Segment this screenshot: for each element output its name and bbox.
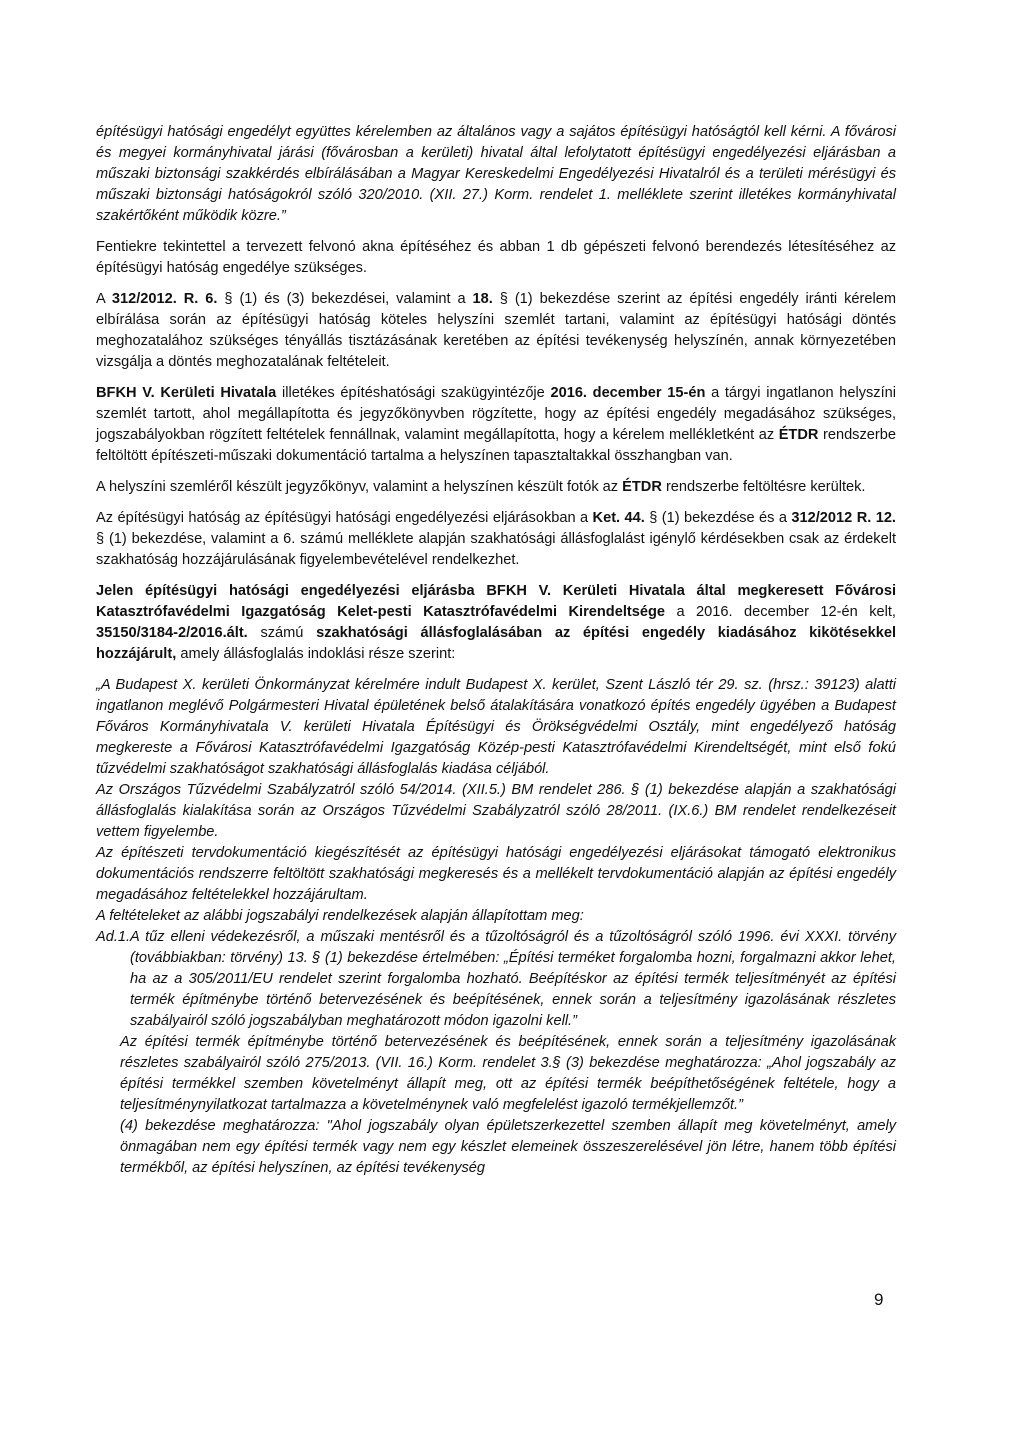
text-fragment: § (1) bekezdése szerint az építési engedély iránti kérelem elbírálása során az építésügyi hatóság köteles helyszíni szemlét tartani, valamint az építésügyi hatósági döntés meghozatalához szükséges tényállás tisztázásának keretében az építési tevékenység helyszínén, annak környezetében vizsgálja a döntés meghozatalának feltételeit. <box>96 291 896 370</box>
bold-system: ÉTDR <box>778 427 819 443</box>
text-fragment: számú <box>247 625 317 641</box>
paragraph-fire-authority-consent <box>96 581 896 665</box>
text-fragment: § (1) bekezdése, valamint a 6. számú melléklete alapján szakhatósági állásfoglalást igénylő kérdésekben csak az érdekelt szakhatóság hozzájárulásának figyelembevételével rendelkezhet. <box>96 531 896 568</box>
text-fragment: § (1) és (3) bekezdései, valamint a <box>224 291 473 307</box>
bold-consent: szakhatósági állásfoglalásában az építési engedély kiadásához kikötésekkel hozzájárult, <box>96 625 896 662</box>
paragraph-continuation: építésügyi hatósági engedélyt együttes kérelemben az általános vagy a sajátos építésügyi hatóságtól kell kérni. A fővárosi és megyei kormányhivatal járási (fővárosban a kerületi) hivatal által lefolytatott építésügyi engedélyezési eljárásban a műszaki biztonsági szakkérdés elbírálásában a Magyar Kereskedelmi Engedélyezési Hivatalról és a területi mérésügyi és műszaki biztonsági hatóságokról szóló 320/2010. (XII. 27.) Korm. rendelet 1. melléklete szerint illetékes kormányhivatal szakértőként működik közre.” <box>96 124 896 224</box>
bold-reference: 312/2012 R. 12. <box>791 510 896 526</box>
quote-paragraph: Az építészeti tervdokumentáció kiegészítését az építésügyi hatósági engedélyezési eljárásokat támogató elektronikus dokumentációs rendszerre feltöltött szakhatósági megkeresés és a mellékelt tervdokumentáció alapján az építési engedély megadásához feltételekkel hozzájárultam. <box>96 845 896 903</box>
quote-indented-paragraph: Az építési termék építménybe történő betervezésének és beépítésének, ennek során a teljesítmény igazolásának részletes szabályairól szóló 275/2013. (VII. 16.) Korm. rendelet 3.§ (3) bekezdése meghatározza: „Ahol jogszabály az építési termékkel szemben követelményt állapít meg, ott az építési termék beépíthetőségének feltétele, hogy a teljesítménynyilatkozat tartalmazza a követelménynek való megfelelést igazoló termékjellemzőt.” <box>120 1034 896 1113</box>
paragraph-permit-requirement: Fentiekre tekintettel a tervezett felvonó akna építéséhez és abban 1 db gépészeti felvonó berendezés létesítéséhez az építésügyi hatóság engedélye szükséges. <box>96 239 896 276</box>
document-page <box>96 122 896 1179</box>
quote-paragraph: A feltételeket az alábbi jogszabályi rendelkezések alapján állapítottam meg: <box>96 908 584 924</box>
page-number: 9 <box>874 1290 884 1309</box>
ad-item <box>96 927 896 1032</box>
bold-date: 2016. december 15-én <box>550 385 706 401</box>
paragraph-site-inspection <box>96 383 896 467</box>
text-fragment: rendszerbe feltöltésre kerültek. <box>661 479 866 495</box>
bold-reference: 18. <box>472 291 500 307</box>
text-fragment: A helyszíni szemléről készült jegyzőkönyv, valamint a helyszínen készült fotók az <box>96 479 623 495</box>
ad-text: A tűz elleni védekezésről, a műszaki mentésről és a tűzoltóságról és a tűzoltóságról szóló 1996. évi XXXI. törvény (továbbiakban: törvény) 13. § (1) bekezdése értelmében: „Építési terméket forgalomba hozni, forgalmazni akkor lehet, ha az a 305/2011/EU rendelet szerint forgalomba hozható. Beépítéskor az építési termék teljesítményét az építési termék építménybe történő betervezésének és beépítésének, ennek során a teljesítmény igazolásának részletes szabályairól szóló jogszabályban meghatározott módon igazolni kell.” <box>130 929 896 1029</box>
bold-reference: 312/2012. R. 6. <box>111 291 225 307</box>
paragraph-specialist-authority <box>96 508 896 571</box>
text-fragment: Az építésügyi hatóság az építésügyi hatósági engedélyezési eljárásokban a <box>96 510 593 526</box>
paragraph-site-inspection-rule <box>96 289 896 373</box>
quote-indented-paragraph: (4) bekezdése meghatározza: "Ahol jogszabály olyan épületszerkezettel szemben állapít meg követelményt, amely önmagában nem egy építési termék vagy nem egy készlet elemeinek összeszerelésével jön létre, hanem több építési termékből, az építési helyszínen, az építési tevékenység <box>120 1118 896 1176</box>
bold-office: BFKH V. Kerületi Hivatala <box>96 385 277 401</box>
paragraph-minutes-upload <box>96 477 896 498</box>
text-fragment: rendszerbe feltöltött építészeti-műszaki dokumentáció tartalma a helyszínen tapasztaltakkal összhangban van. <box>96 427 896 464</box>
quote-paragraph: „A Budapest X. kerületi Önkormányzat kérelmére indult Budapest X. kerület, Szent László tér 29. sz. (hrsz.: 39123) alatti ingatlanon meglévő Polgármesteri Hivatal épületének belső átalakítására vonatkozó építés engedély ügyében a Budapest Főváros Kormányhivatala V. kerületi Hivatala Építésügyi és Örökségvédelmi Osztály, mint engedélyező hatóság megkereste a Fővárosi Katasztrófavédelmi Igazgatóság Közép-pesti Katasztrófavédelmi Kirendeltségét, mint első fokú tűzvédelmi szakhatóságot szakhatósági állásfoglalás kiadása céljából. <box>96 677 896 777</box>
bold-reference: Ket. 44. <box>592 510 645 526</box>
text-fragment: § (1) bekezdése és a <box>644 510 792 526</box>
bold-system: ÉTDR <box>622 479 662 495</box>
quote-paragraph: Az Országos Tűzvédelmi Szabályzatról szóló 54/2014. (XII.5.) BM rendelet 286. § (1) bekezdése alapján a szakhatósági állásfoglalás kialakítása során az Országos Tűzvédelmi Szabályzatról szóló 28/2011. (IX.6.) BM rendelet rendelkezéseit vettem figyelembe. <box>96 782 896 840</box>
text-fragment: illetékes építéshatósági szakügyintézője <box>276 385 551 401</box>
bold-reference-number: 35150/3184-2/2016.ált. <box>96 625 248 641</box>
quoted-justification <box>96 675 896 1179</box>
text-fragment: amely állásfoglalás indoklási része szerint: <box>176 646 456 662</box>
text-fragment: A <box>96 291 112 307</box>
ad-label: Ad.1. <box>96 929 131 945</box>
text-fragment: a tárgyi ingatlanon helyszíni szemlét tartott, ahol megállapította és jegyzőkönyvben rögzítette, hogy az építési engedély megadásához szükséges, jogszabályokban rögzített feltételek fennállnak, valamint megállapította, hogy a kérelem mellékletként az <box>96 385 897 443</box>
bold-authority: Jelen építésügyi hatósági engedélyezési eljárásba BFKH V. Kerületi Hivatala által megkeresett Fővárosi Katasztrófavédelmi Igazgatóság Kelet-pesti Katasztrófavédelmi Kirendeltsége <box>96 583 896 620</box>
text-fragment: a 2016. december 12-én kelt, <box>665 604 896 620</box>
